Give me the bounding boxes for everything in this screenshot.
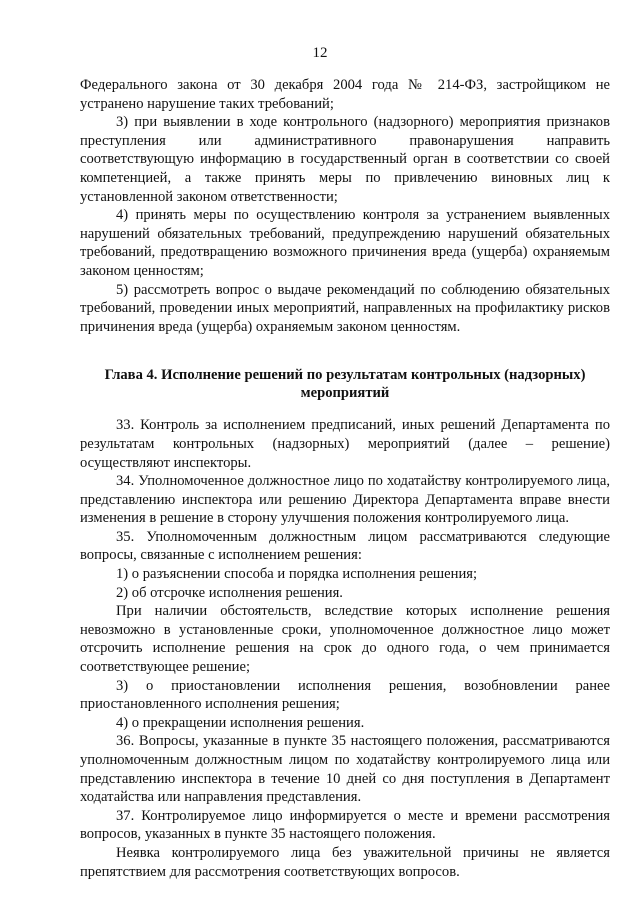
paragraph-34: 34. Уполномоченное должностное лицо по ходатайству контролируемого лица, представлению инспектора или решению Директора Департамента вправе внести изменения в решение в сторону улучшения положения контролируемого лица. [80, 473, 610, 527]
paragraph-deferral: При наличии обстоятельств, вследствие которых исполнение решения невозможно в установленные сроки, уполномоченное должностное лицо может отсрочить исполнение решения на срок до одного года, о чем принимается соответствующее решение; [80, 603, 610, 676]
paragraph-item-3: 3) при выявлении в ходе контрольного (надзорного) мероприятия признаков преступления или административного правонарушения направить соответствующую информацию в государственный орган в соответствии со своей компетенцией, а также принять меры по привлечению виновных лиц к установленной законом ответственности; [80, 114, 610, 205]
paragraph-33: 33. Контроль за исполнением предписаний, иных решений Департамента по результатам контрольных (надзорных) мероприятий (далее – решение) осуществляют инспекторы. [80, 417, 610, 471]
paragraph-37: 37. Контролируемое лицо информируется о месте и времени рассмотрения вопросов, указанных в пункте 35 настоящего положения. [80, 807, 610, 843]
list-item-1: 1) о разъяснении способа и порядка исполнения решения; [116, 566, 478, 583]
paragraph-35: 35. Уполномоченным должностным лицом рассматриваются следующие вопросы, связанные с исполнением решения: [80, 528, 610, 564]
page-number: 12 [312, 45, 328, 61]
list-item-4: 4) о прекращении исполнения решения. [116, 714, 365, 731]
paragraph-36: 36. Вопросы, указанные в пункте 35 настоящего положения, рассматриваются уполномоченным должностным лицом по ходатайству контролируемого лица или представлению инспектора в течение 10 дней со дня поступления в Департамент ходатайства или направления представления. [80, 733, 610, 806]
list-item-2: 2) об отсрочке исполнения решения. [116, 584, 343, 601]
list-item-3: 3) о приостановлении исполнения решения, возобновлении ранее приостановленного исполнения решения; [80, 677, 610, 713]
paragraph-continuation: Федерального закона от 30 декабря 2004 года № 214-ФЗ, застройщиком не устранено нарушение таких требований; [80, 77, 610, 112]
chapter-heading: Глава 4. Исполнение решений по результатам контрольных (надзорных) мероприятий [104, 367, 586, 402]
paragraph-item-4: 4) принять меры по осуществлению контроля за устранением выявленных нарушений обязательных требований, предупреждению нарушений обязательных требований, предотвращению возможного причинения вреда (ущерба) охраняемым законом ценностям; [80, 207, 610, 279]
paragraph-item-5: 5) рассмотреть вопрос о выдаче рекомендаций по соблюдению обязательных требований, проведении иных мероприятий, направленных на профилактику рисков причинения вреда (ущерба) охраняемым законом ценностям. [80, 281, 610, 335]
document-body [80, 76, 610, 881]
paragraph-absence: Неявка контролируемого лица без уважительной причины не является препятствием для рассмотрения соответствующих вопросов. [80, 844, 610, 880]
